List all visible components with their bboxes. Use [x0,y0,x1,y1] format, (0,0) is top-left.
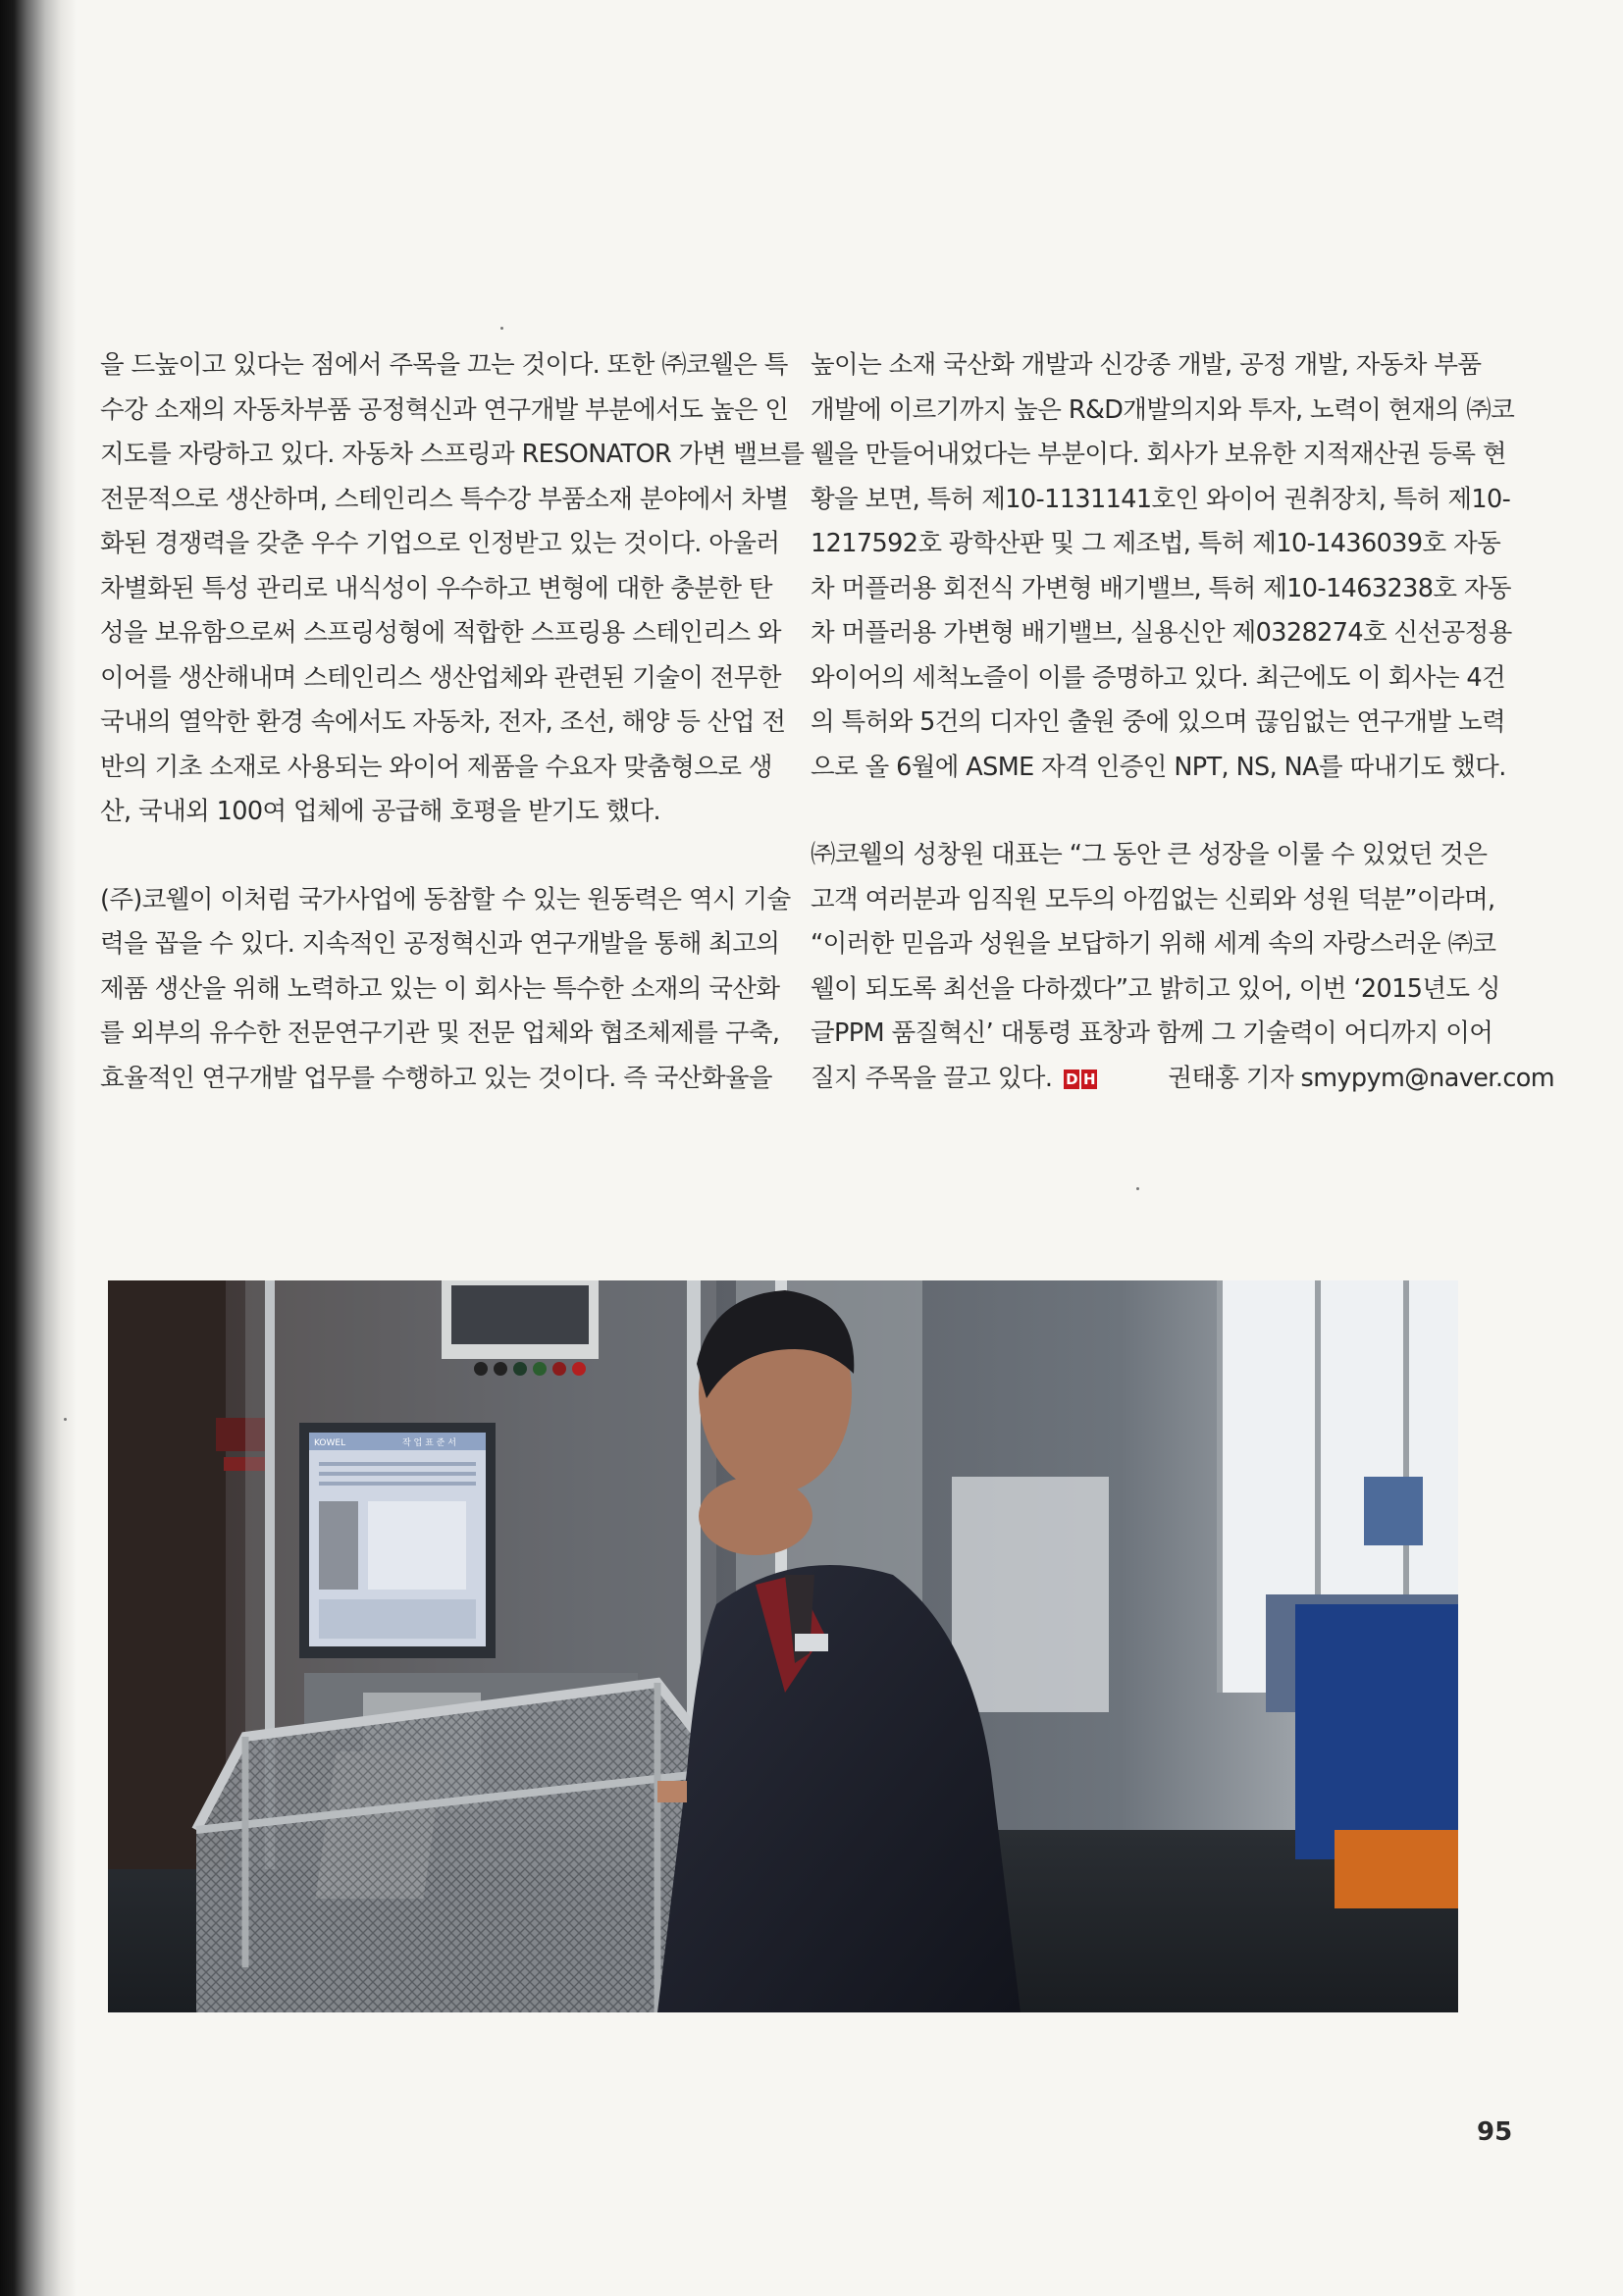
text-line: 전문적으로 생산하며, 스테인리스 특수강 부품소재 분야에서 차별 [100,484,789,514]
text-line: 황을 보면, 특허 제10-1131141호인 와이어 권취장치, 특허 제10- [811,484,1511,514]
text-line: 제품 생산을 위해 노력하고 있는 이 회사는 특수한 소재의 국산화 [100,973,780,1004]
text-line: 산, 국내외 100여 업체에 공급해 호평을 받기도 했다. [100,797,661,826]
article-photo [108,1280,1458,2012]
orange-crate [1335,1830,1458,1908]
left-paragraph-1 [100,343,805,835]
text-line: 차별화된 특성 관리로 내식성이 우수하고 변형에 대한 충분한 탄 [100,573,772,603]
text-line: 력을 꼽을 수 있다. 지속적인 공정혁신과 연구개발을 통해 최고의 [100,929,780,959]
text-line: 개발에 이르기까지 높은 R&D개발의지와 투자, 노력이 현재의 ㈜코 [811,394,1515,425]
text-line: 를 외부의 유수한 전문연구기관 및 전문 업체와 협조체제를 구축, [100,1018,780,1048]
text-line: 웰이 되도록 최선을 다하겠다”고 밝히고 있어, 이번 ‘2015년도 싱 [811,973,1500,1004]
closing-line: 질지 주목을 끌고 있다. [811,1063,1053,1093]
blue-crate [1295,1604,1458,1859]
text-line: 고객 여러분과 임직원 모두의 아낌없는 신뢰와 성원 덕분”이라며, [811,884,1495,914]
text-line: 성을 보유함으로써 스프링성형에 적합한 스프링용 스테인리스 와 [100,618,781,648]
scan-speck [64,1418,67,1421]
dh-end-mark-icon [1064,1070,1099,1089]
dh-mark-letter: H [1083,1070,1096,1088]
text-line: “이러한 믿음과 성원을 보답하기 위해 세계 속의 자랑스러운 ㈜코 [811,929,1496,959]
monitor-title: 작 업 표 준 서 [402,1438,456,1448]
left-column [100,343,805,1101]
text-line: (주)코웰이 이처럼 국가사업에 동참할 수 있는 원동력은 역시 기술 [100,884,791,914]
text-line: 의 특허와 5건의 디자인 출원 중에 있으며 끊임없는 연구개발 노력 [811,707,1506,737]
back-wall [108,1280,226,1869]
binding-shadow [0,0,77,2296]
right-column [811,343,1555,1101]
text-line: 수강 소재의 자동차부품 공정혁신과 연구개발 부분에서도 높은 인 [100,394,789,425]
scan-speck [500,327,503,330]
right-paragraph-1 [811,343,1515,790]
text-line: 을 드높이고 있다는 점에서 주목을 끄는 것이다. 또한 ㈜코웰은 특 [100,350,788,380]
text-line: 반의 기초 소재로 사용되는 와이어 제품을 수요자 맞춤형으로 생 [100,752,772,782]
scan-speck [1136,1187,1139,1190]
text-line: 1217592호 광학산판 및 그 제조법, 특허 제10-1436039호 자동 [811,529,1501,558]
text-line: 효율적인 연구개발 업무를 수행하고 있는 것이다. 즉 국산화율을 [100,1063,772,1093]
text-line: 높이는 소재 국산화 개발과 신강종 개발, 공정 개발, 자동차 부품 [811,350,1482,380]
right-paragraph-2 [811,833,1555,1101]
text-line: ㈜코웰의 성창원 대표는 “그 동안 큰 성장을 이룰 수 있었던 것은 [811,840,1488,869]
text-line: 국내의 열악한 환경 속에서도 자동차, 전자, 조선, 해양 등 산업 전 [100,707,786,737]
closing-row [811,1057,1555,1102]
text-line: 와이어의 세척노즐이 이를 증명하고 있다. 최근에도 이 회사는 4건 [811,662,1506,693]
text-line: 차 머플러용 가변형 배기밸브, 실용신안 제0328274호 신선공정용 [811,618,1512,648]
page-number: 95 [1477,2117,1513,2147]
monitor-brand: KOWEL [314,1438,346,1448]
text-line: 차 머플러용 회전식 가변형 배기밸브, 특허 제10-1463238호 자동 [811,573,1511,603]
text-line: 지도를 자랑하고 있다. 자동차 스프링과 RESONATOR 가변 밸브를 [100,440,805,469]
author-byline: 권태홍 기자 smypym@naver.com [1168,1063,1555,1093]
text-line: 으로 올 6월에 ASME 자격 인증인 NPT, NS, NA를 따내기도 했다. [811,752,1506,782]
left-paragraph-2 [100,878,791,1102]
dh-mark-letter: D [1066,1070,1078,1088]
text-line: 글PPM 품질혁신’ 대통령 표창과 함께 그 기술력이 어디까지 이어 [811,1018,1493,1048]
text-line: 화된 경쟁력을 갖춘 우수 기업으로 인정받고 있는 것이다. 아울러 [100,529,780,558]
text-line: 이어를 생산해내며 스테인리스 생산업체와 관련된 기술이 전무한 [100,662,781,693]
text-line: 웰을 만들어내었다는 부분이다. 회사가 보유한 지적재산권 등록 현 [811,440,1506,469]
